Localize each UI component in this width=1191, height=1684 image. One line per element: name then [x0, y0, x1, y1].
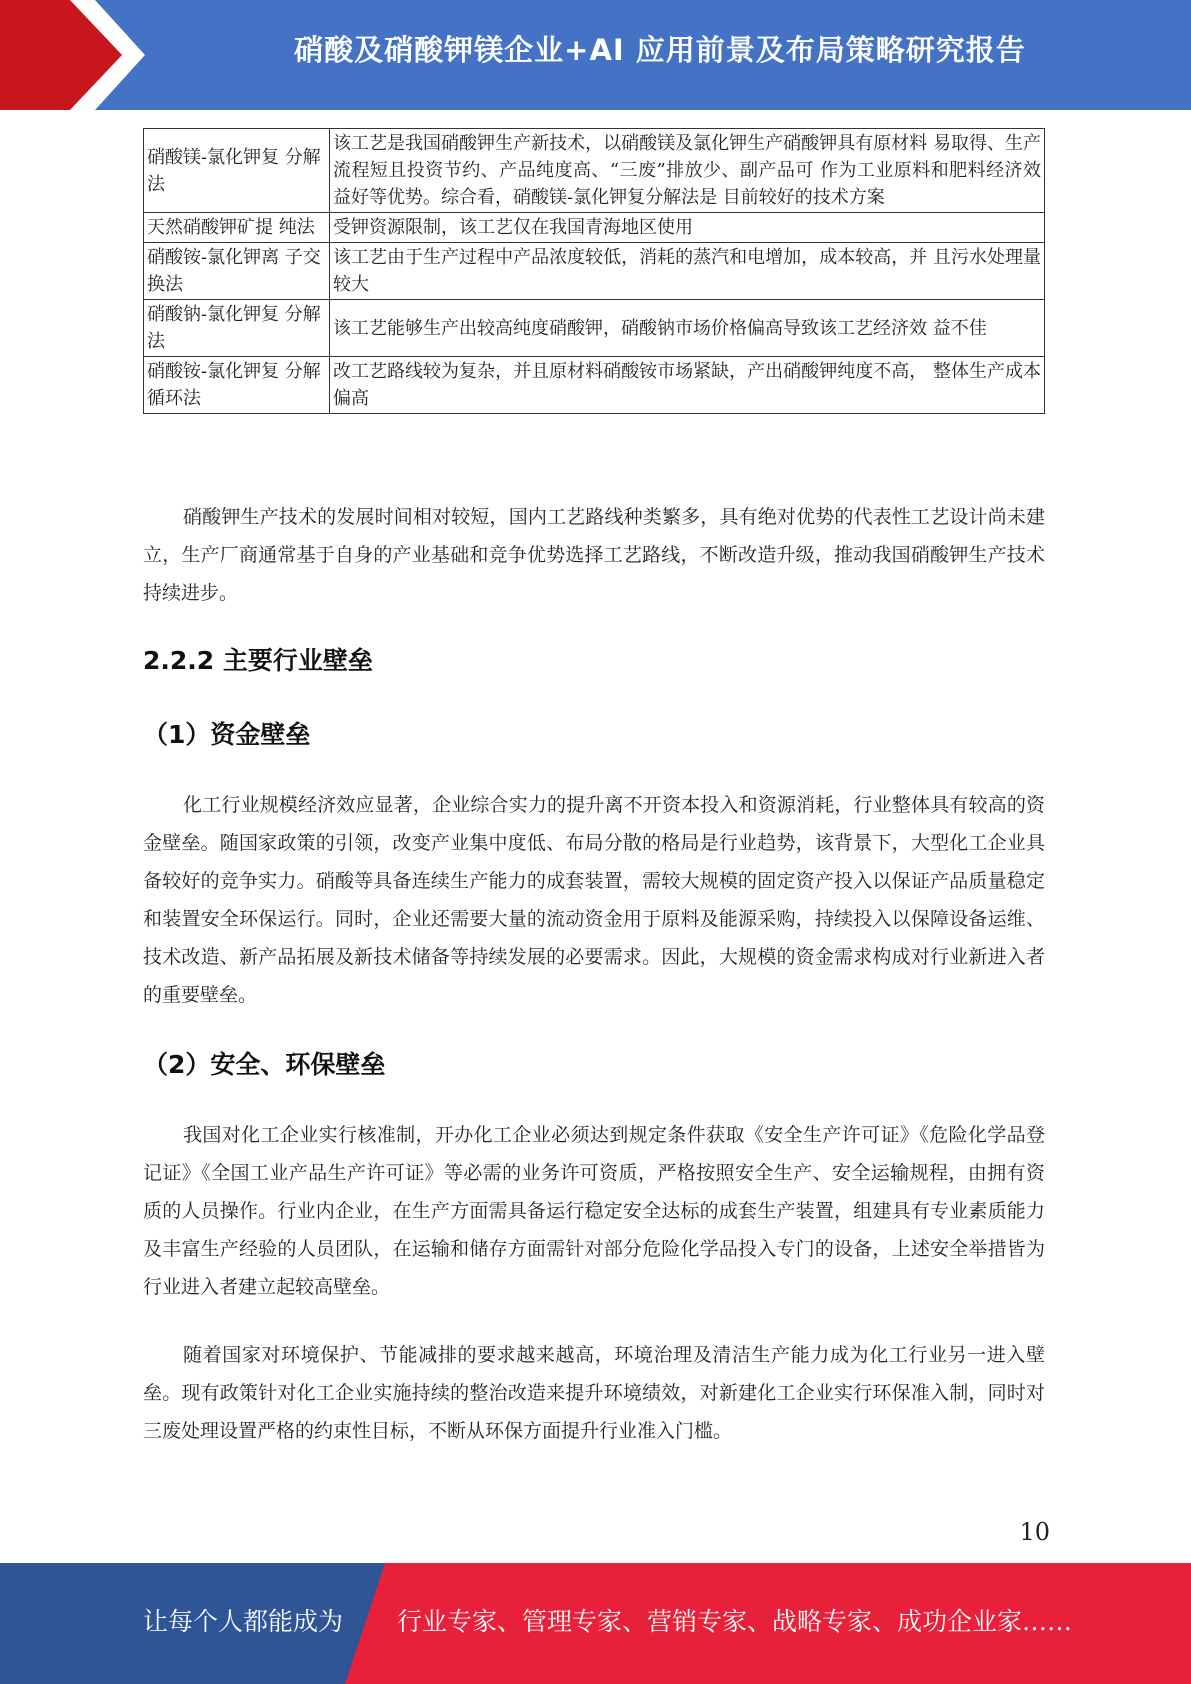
table-row	[144, 213, 1045, 243]
footer-slogan-right: 行业专家、管理专家、营销专家、战略专家、成功企业家……	[397, 1607, 1073, 1636]
table-row	[144, 129, 1045, 213]
table-row	[144, 243, 1045, 300]
environment-paragraph-block	[143, 1336, 1045, 1450]
intro-paragraph-block	[143, 498, 1045, 612]
safety-barrier-heading: （2）安全、环保壁垒	[143, 1050, 386, 1079]
footer-banner	[0, 1563, 1191, 1684]
intro-paragraph: 硝酸钾生产技术的发展时间相对较短，国内工艺路线种类繁多，具有绝对优势的代表性工艺设计尚未建立，生产厂商通常基于自身的产业基础和竞争优势选择工艺路线，不断改造升级，推动我国硝酸钾生产技术持续进步。	[143, 506, 1045, 604]
method-cell: 天然硝酸钾矿提 纯法	[144, 213, 330, 243]
capital-barrier-heading: （1）资金壁垒	[143, 720, 311, 749]
table-row	[144, 357, 1045, 414]
method-cell: 硝酸铵-氯化钾复 分解循环法	[144, 357, 330, 414]
process-table	[143, 128, 1045, 414]
report-title: 硝酸及硝酸钾镁企业+AI 应用前景及布局策略研究报告	[294, 33, 1026, 67]
safety-paragraph-block	[143, 1116, 1045, 1306]
safety-paragraph: 我国对化工企业实行核准制，开办化工企业必须达到规定条件获取《安全生产许可证》《危险化学品登记证》《全国工业产品生产许可证》等必需的业务许可资质，严格按照安全生产、安全运输规程，由拥有资质的人员操作。行业内企业，在生产方面需具备运行稳定安全达标的成套生产装置，组建具有专业素质能力及丰富生产经验的人员团队，在运输和储存方面需针对部分危险化学品投入专门的设备，上述安全举措皆为行业进入者建立起较高壁垒。	[143, 1124, 1045, 1298]
description-cell: 受钾资源限制，该工艺仅在我国青海地区使用	[330, 213, 1045, 243]
footer-slogan-left: 让每个人都能成为	[143, 1607, 344, 1636]
section-heading: 2.2.2 主要行业壁垒	[143, 646, 373, 675]
method-cell: 硝酸铵-氯化钾离 子交换法	[144, 243, 330, 300]
header-banner	[0, 0, 1191, 110]
description-cell: 该工艺是我国硝酸钾生产新技术，以硝酸镁及氯化钾生产硝酸钾具有原材料 易取得、生产流程短且投资节约、产品纯度高、“三废”排放少、副产品可 作为工业原料和肥料经济效益好等优势。综合看，硝酸镁-氯化钾复分解法是 目前较好的技术方案	[330, 129, 1045, 213]
capital-paragraph-block	[143, 786, 1045, 1014]
page-number: 10	[1019, 1518, 1050, 1546]
description-cell: 该工艺能够生产出较高纯度硝酸钾，硝酸钠市场价格偏高导致该工艺经济效 益不佳	[330, 300, 1045, 357]
process-table-container	[143, 128, 1045, 414]
capital-paragraph: 化工行业规模经济效应显著，企业综合实力的提升离不开资本投入和资源消耗，行业整体具有较高的资金壁垒。随国家政策的引领，改变产业集中度低、布局分散的格局是行业趋势，该背景下，大型化工企业具备较好的竞争实力。硝酸等具备连续生产能力的成套装置，需较大规模的固定资产投入以保证产品质量稳定和装置安全环保运行。同时，企业还需要大量的流动资金用于原料及能源采购，持续投入以保障设备运维、技术改造、新产品拓展及新技术储备等持续发展的必要需求。因此，大规模的资金需求构成对行业新进入者的重要壁垒。	[143, 794, 1045, 1006]
table-row	[144, 300, 1045, 357]
description-cell: 改工艺路线较为复杂，并且原材料硝酸铵市场紧缺，产出硝酸钾纯度不高， 整体生产成本偏高	[330, 357, 1045, 414]
method-cell: 硝酸镁-氯化钾复 分解法	[144, 129, 330, 213]
method-cell: 硝酸钠-氯化钾复 分解法	[144, 300, 330, 357]
environment-paragraph: 随着国家对环境保护、节能减排的要求越来越高，环境治理及清洁生产能力成为化工行业另一进入壁垒。现有政策针对化工企业实施持续的整治改造来提升环境绩效，对新建化工企业实行环保准入制，同时对三废处理设置严格的约束性目标，不断从环保方面提升行业准入门槛。	[143, 1344, 1045, 1442]
description-cell: 该工艺由于生产过程中产品浓度较低，消耗的蒸汽和电增加，成本较高，并 且污水处理量较大	[330, 243, 1045, 300]
